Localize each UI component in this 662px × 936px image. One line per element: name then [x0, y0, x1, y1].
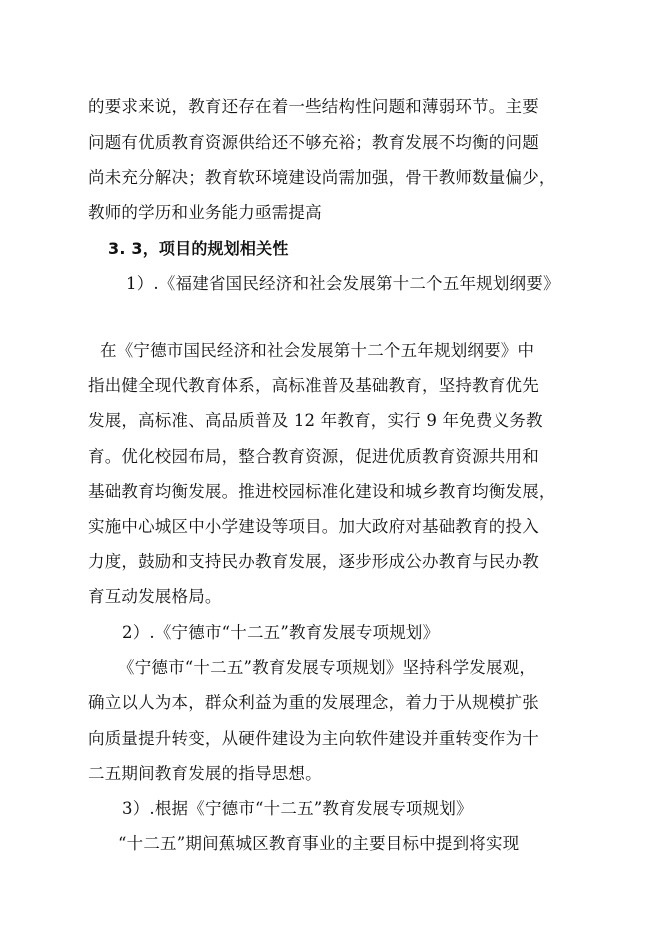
text-line: 育。优化校园布局，整合教育资源，促进优质教育资源共用和	[88, 447, 539, 466]
text-line: 基础教育均衡发展。推进校园标准化建设和城乡教育均衡发展，	[88, 482, 556, 501]
text-line: 的要求来说，教育还存在着一些结构性问题和薄弱环节。主要	[88, 97, 539, 116]
text-line: 力度，鼓励和支持民办教育发展，逐步形成公办教育与民办教	[88, 552, 539, 571]
text-line: 在《宁德市国民经济和社会发展第十二个五年规划纲要》中	[100, 341, 535, 360]
subheading-3: 3）.根据《宁德市“十二五”教育发展专项规划》	[122, 799, 473, 818]
text-line: 问题有优质教育资源供给还不够充裕；教育发展不均衡的问题	[88, 133, 539, 152]
subheading-1: 1）.《福建省国民经济和社会发展第十二个五年规划纲要》	[126, 274, 560, 293]
text-line: 育互动发展格局。	[88, 587, 222, 606]
text-line: 发展，高标准、高品质普及 12 年教育，实行 9 年免费义务教	[88, 411, 543, 430]
text-line: 尚未充分解决；教育软环境建设尚需加强，骨干教师数量偏少，	[88, 168, 556, 187]
text-line: “十二五”期间蕉城区教育事业的主要目标中提到将实现	[118, 834, 520, 853]
subheading-2: 2）.《宁德市“十二五”教育发展专项规划》	[122, 623, 440, 642]
text-line: 二五期间教育发展的指导思想。	[88, 764, 322, 783]
text-line: 教师的学历和业务能力亟需提高	[88, 203, 322, 222]
section-heading: 3. 3，项目的规划相关性	[108, 239, 289, 258]
text-line: 实施中心城区中小学建设等项目。加大政府对基础教育的投入	[88, 517, 539, 536]
text-line: 向质量提升转变，从硬件建设为主向软件建设并重转变作为十	[88, 729, 539, 748]
text-line: 指出健全现代教育体系，高标准普及基础教育，坚持教育优先	[88, 376, 539, 395]
text-line: 《宁德市“十二五”教育发展专项规划》坚持科学发展观，	[118, 658, 537, 677]
text-line: 确立以人为本，群众利益为重的发展理念，着力于从规模扩张	[88, 693, 539, 712]
